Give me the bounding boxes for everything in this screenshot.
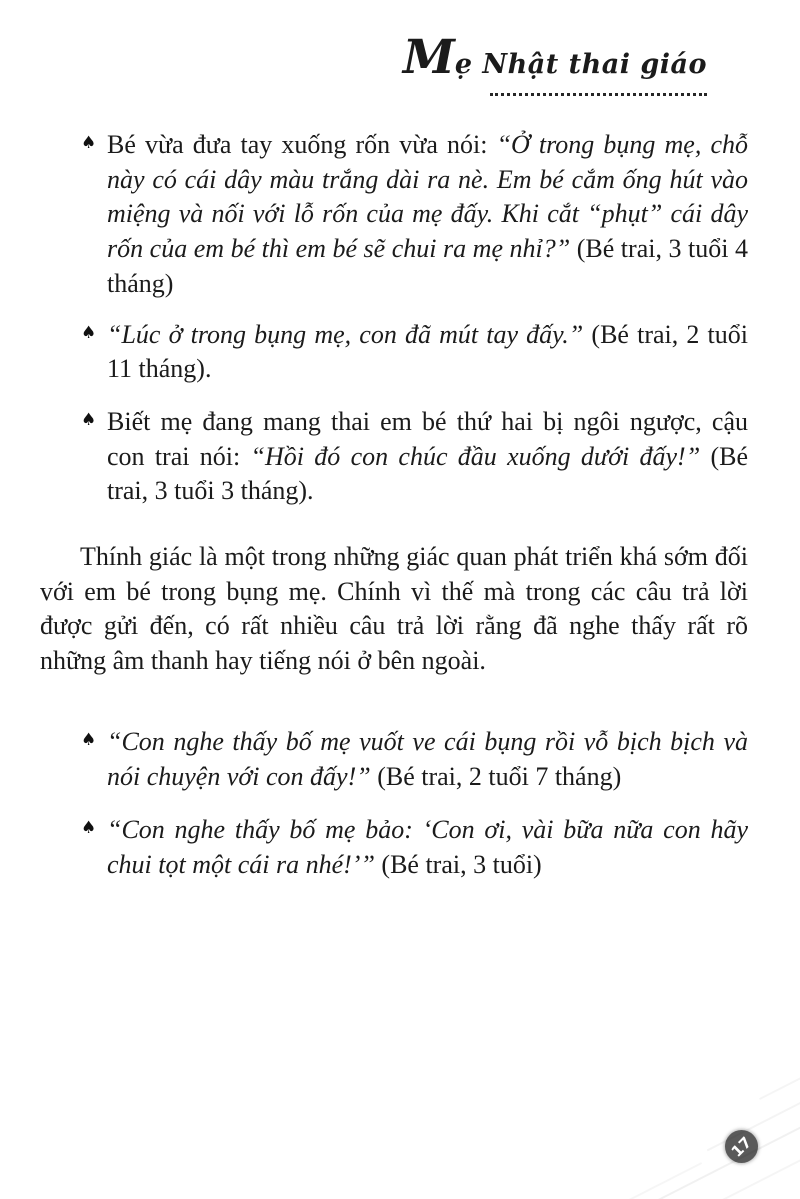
quote-intro: Bé vừa đưa tay xuống rốn vừa nói: — [107, 130, 497, 159]
quote-attribution: (Bé trai, 2 tuổi 11 tháng). — [107, 319, 748, 384]
quote-bullet-4 — [40, 725, 748, 794]
dotted-divider — [490, 93, 707, 96]
quote-bullet-5 — [40, 813, 748, 882]
quote-text: “Lúc ở trong bụng mẹ, con đã mút tay đấy.” — [107, 319, 584, 349]
quote-attribution: (Bé trai, 3 tuổi) — [374, 849, 542, 879]
scan-scratch — [759, 1062, 800, 1100]
scan-scratch — [568, 1162, 703, 1199]
quote-text: “Hồi đó con chúc đầu xuống dưới đấy!” — [250, 441, 701, 471]
book-title-initial: M — [402, 30, 455, 85]
quote-attribution: (Bé trai, 3 tuổi 3 tháng). — [107, 441, 749, 506]
quote-text: “Con nghe thấy bố mẹ bảo: ‘Con ơi, vài bữa nữa con hãy chui tọt một cái ra nhé!’” — [107, 815, 748, 879]
quote-intro: Biết mẹ đang mang thai em bé thứ hai bị ngôi ngược, cậu con trai nói: — [107, 406, 748, 471]
quote-bullet-2 — [40, 318, 748, 387]
spade-bullet-icon: ♠ — [81, 729, 97, 750]
book-title-rest: ẹ Nhật thai giáo — [454, 49, 707, 80]
scan-scratch — [640, 1122, 800, 1199]
book-title — [403, 30, 707, 93]
spade-bullet-icon: ♠ — [81, 322, 97, 343]
spade-bullet-icon: ♠ — [81, 409, 97, 430]
body-paragraph: Thính giác là một trong những giác quan phát triển khá sớm đối với em bé trong bụng mẹ. Chính vì thế mà trong các câu trả lời được gửi đến, có rất nhiều câu trả lời rằng đã nghe thấy rất rõ những âm thanh hay tiếng nói ở bên ngoài. — [40, 542, 748, 676]
quote-bullet-1 — [40, 128, 748, 302]
quote-text: “Ở trong bụng mẹ, chỗ này có cái dây màu trắng dài ra nè. Em bé cắm ống hút vào miệng và nối với lỗ rốn của mẹ đấy. Khi cắt “phụt” cái dây rốn của em bé thì em bé sẽ chui ra mẹ nhỉ?” — [107, 130, 748, 264]
quote-bullet-3 — [40, 405, 748, 509]
quote-attribution: (Bé trai, 3 tuổi 4 tháng) — [107, 234, 748, 298]
quote-text: “Con nghe thấy bố mẹ vuốt ve cái bụng rồi vỗ bịch bịch và nói chuyện với con đấy!” — [107, 726, 748, 791]
page-number: 17 — [727, 1132, 756, 1161]
page-content — [40, 124, 748, 883]
quote-attribution: (Bé trai, 2 tuổi 7 tháng) — [370, 761, 622, 791]
spade-bullet-icon: ♠ — [81, 133, 97, 153]
spade-bullet-icon: ♠ — [81, 818, 97, 839]
running-header — [403, 30, 707, 96]
